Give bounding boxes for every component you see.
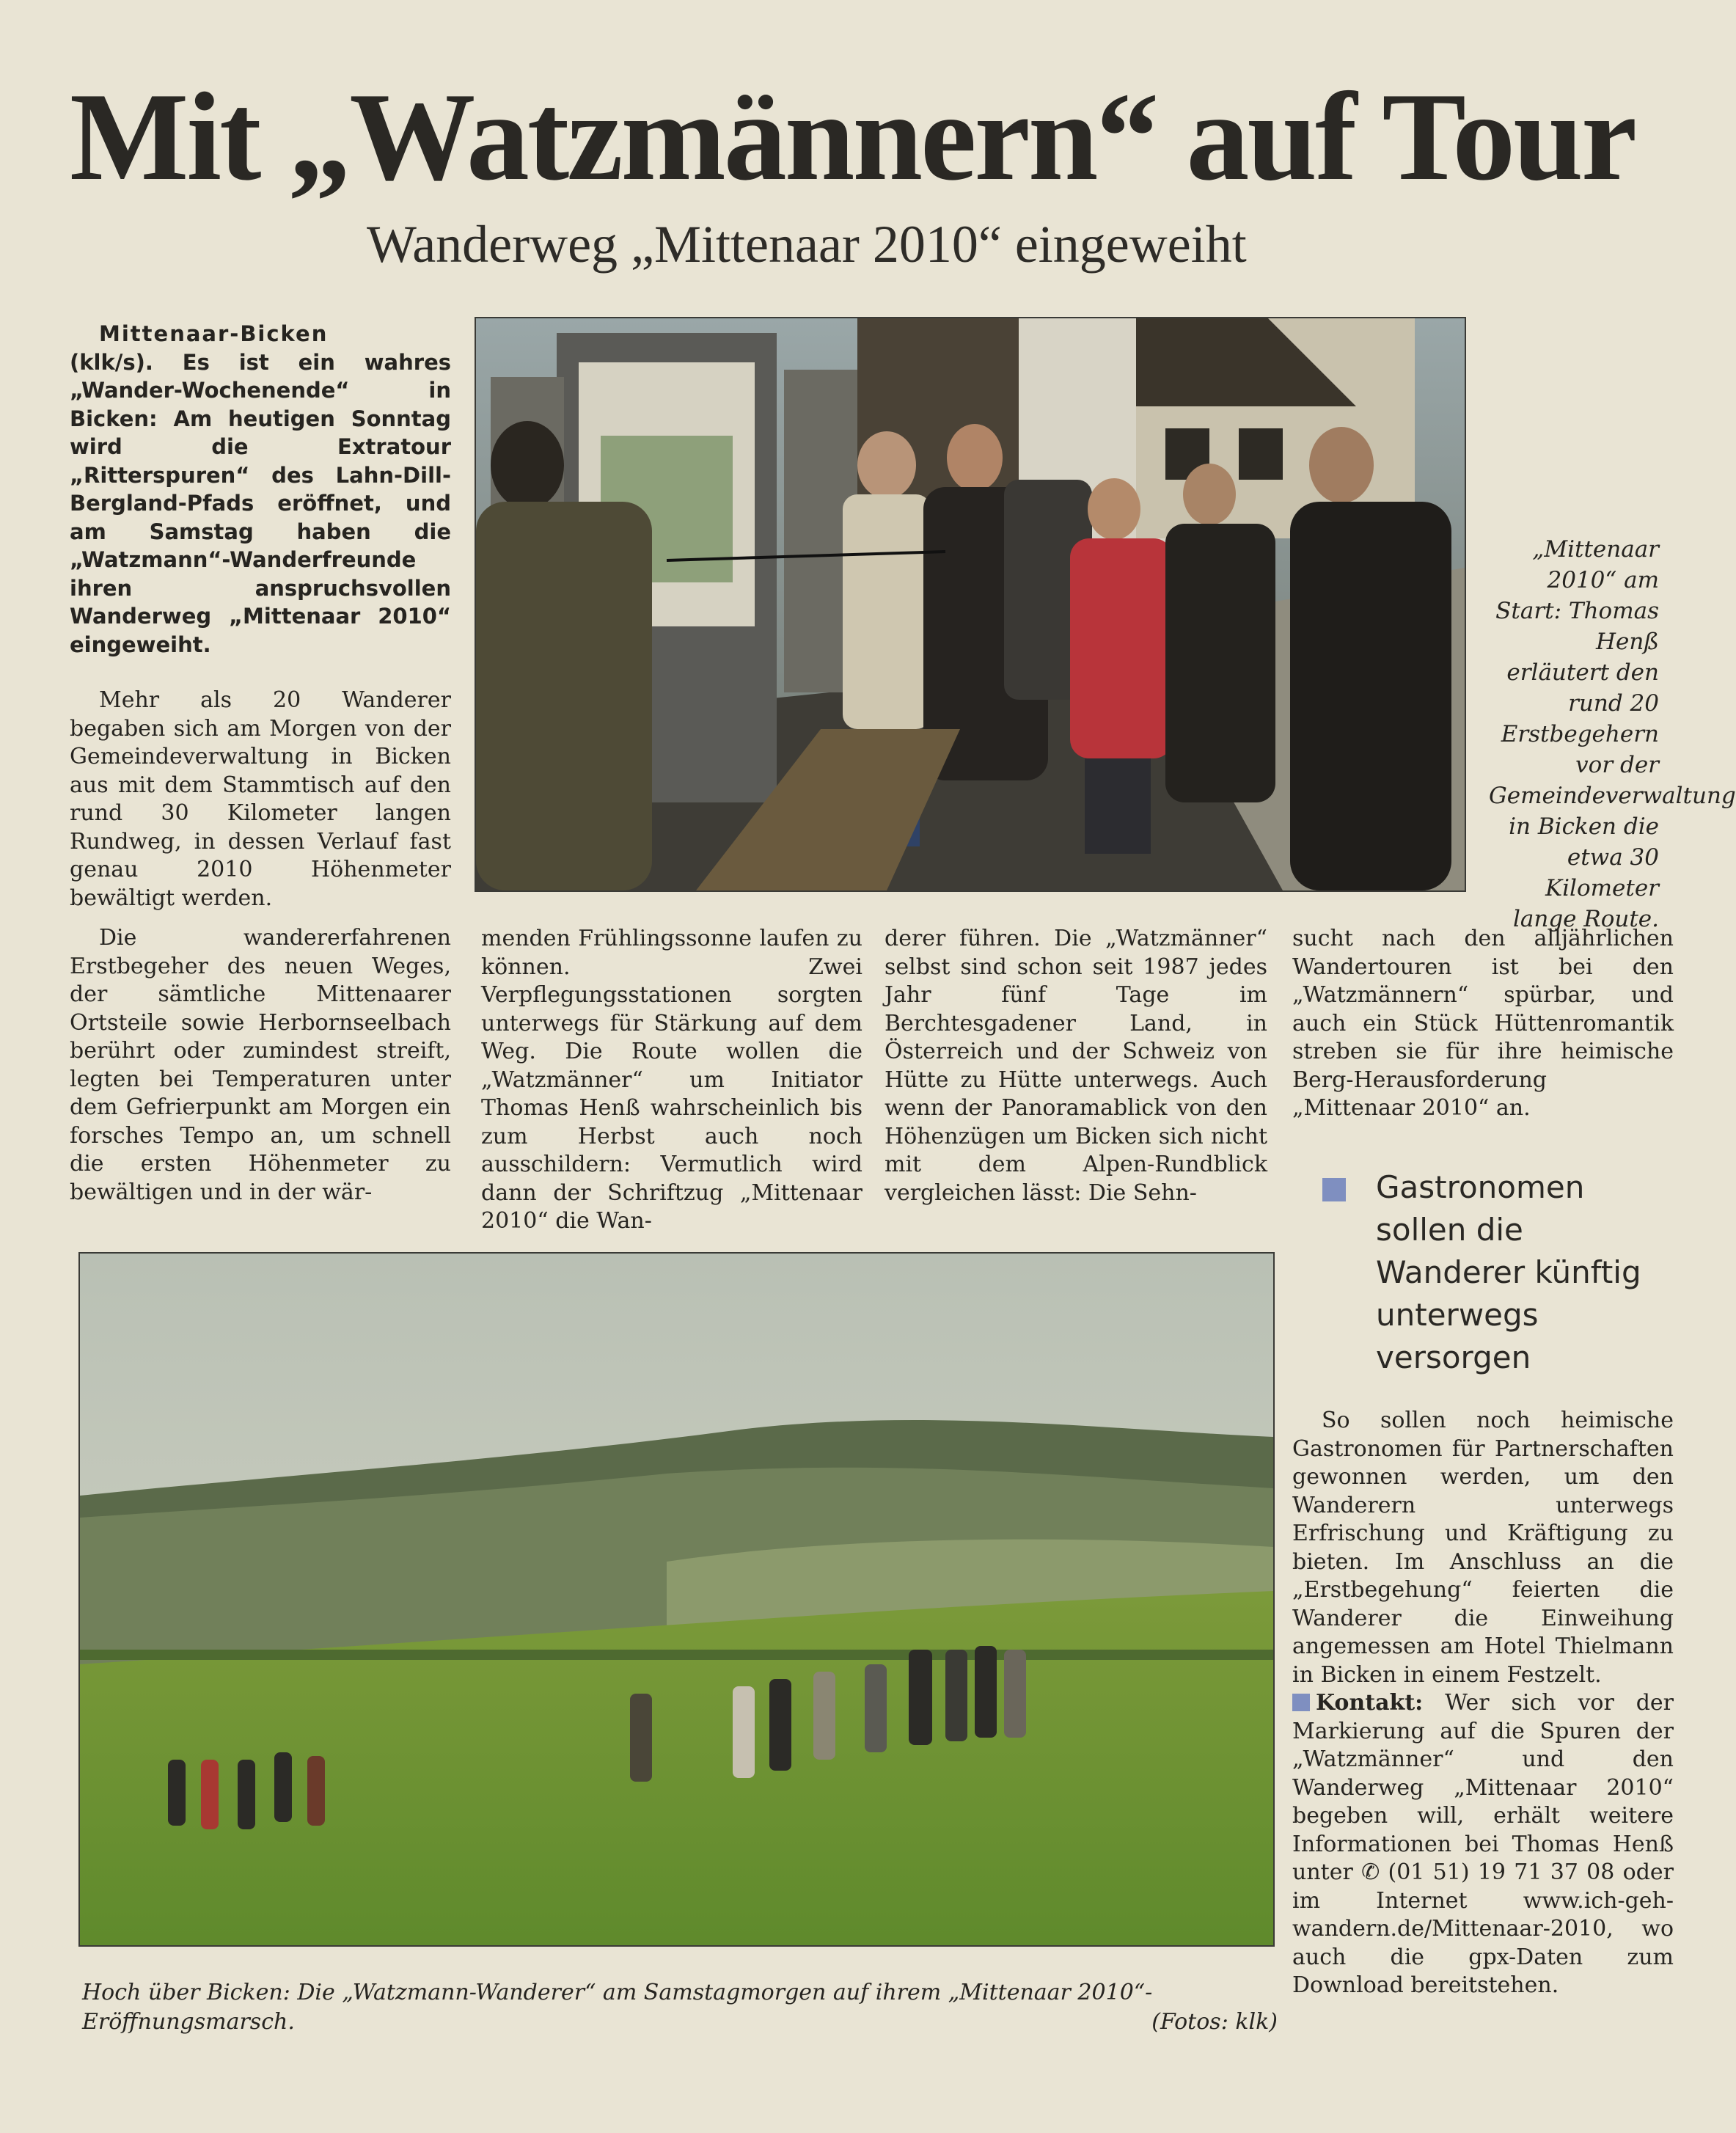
column-4-top bbox=[1292, 925, 1674, 1123]
bottom-caption-text: Hoch über Bicken: Die „Watzmann-Wanderer“ am Samstagmorgen auf ihrem „Mittenaar 2010“-Eröffnungsmarsch. bbox=[82, 1980, 1153, 2035]
paragraph-2d: sucht nach den alljährlichen Wandertouren ist bei den „Watzmännern“ spürbar, und auch ein Stück Hüttenromantik streben sie für ihre heimische Berg-Herausforderung „Mittenaar 2010“ an. bbox=[1292, 926, 1674, 1121]
column-3 bbox=[885, 925, 1267, 1207]
bottom-photo bbox=[78, 1252, 1275, 1947]
contact-text: Wer sich vor der Markierung auf die Spuren der „Watzmänner“ und den Wanderweg „Mittenaar 2010“ begeben will, erhält weitere Informationen bei Thomas Henß unter ✆ (01 51) 19 71 37 08 oder im Internet www.ich-geh-wandern.de/Mittenaar-2010, wo auch die gpx-Daten zum Download bereitstehen. bbox=[1292, 1690, 1674, 1998]
article-intro bbox=[70, 320, 451, 659]
contact-paragraph bbox=[1292, 1689, 1674, 2000]
photo-credit: (Fotos: klk) bbox=[1151, 2009, 1278, 2035]
top-photo-image bbox=[476, 318, 1465, 890]
paragraph-1: Mehr als 20 Wanderer begaben sich am Morgen von der Gemeindeverwaltung in Bicken aus mit dem Stammtisch auf den rund 30 Kilometer langen Rundweg, in dessen Verlauf fast genau 2010 Höhenmeter bewältigt werden. bbox=[70, 687, 451, 911]
paragraph-2b: menden Frühlingssonne laufen zu können. Zwei Verpflegungsstationen sorgten unterwegs für Stärkung auf dem Weg. Die Route wollen die „Watzmänner“ um Initiator Thomas Henß wahrscheinlich bis zum Herbst auch noch ausschildern: Vermutlich wird dann der Schriftzug „Mittenaar 2010“ die Wan- bbox=[481, 926, 862, 1234]
intro-text: (klk/s). Es ist ein wahres „Wander-Wochenende“ in Bicken: Am heutigen Sonntag wird die Extratour „Ritterspuren“ des Lahn-Dill-Bergland-Pfads eröffnet, und am Samstag haben die „Watzmann“-Wanderfreunde ihren anspruchsvollen Wanderweg „Mittenaar 2010“ eingeweiht. bbox=[70, 349, 451, 657]
bleed-through-left bbox=[51, 29, 66, 983]
dateline: Mittenaar-Bicken bbox=[99, 321, 329, 346]
section-bullet bbox=[1322, 1178, 1346, 1201]
section-heading: Gastronomen sollen die Wanderer künftig unterwegs versorgen bbox=[1376, 1169, 1641, 1375]
paragraph-2c: derer führen. Die „Watzmänner“ selbst sind schon seit 1987 jedes Jahr fünf Tage im Berchtesgadener Land, in Österreich und der Schweiz von Hütte zu Hütte unterwegs. Auch wenn der Panoramablick von den Höhenzügen um Bicken sich nicht mit dem Alpen-Rundblick vergleichen lässt: Die Sehn- bbox=[885, 926, 1267, 1206]
column-4-bottom bbox=[1292, 1407, 1674, 2000]
top-photo bbox=[475, 317, 1466, 892]
column-1 bbox=[70, 687, 451, 1207]
article-headline: Mit „Watzmännern“ auf Tour bbox=[70, 67, 1636, 207]
top-photo-caption: „Mittenaar 2010“ am Start: Thomas Henß erläutert den rund 20 Erstbegehern vor der Gemeindeverwaltung in Bicken die etwa 30 Kilometer lange Route. bbox=[1489, 536, 1736, 932]
contact-bullet bbox=[1292, 1694, 1310, 1711]
article-subheadline: Wanderweg „Mittenaar 2010“ eingeweiht bbox=[367, 215, 1247, 274]
paragraph-3: So sollen noch heimische Gastronomen für Partnerschaften gewonnen werden, um den Wanderern unterwegs Erfrischung und Kräftigung zu bieten. Im Anschluss an die „Erstbegehung“ feierten die Wanderer die Einweihung angemessen am Hotel Thielmann in Bicken in einem Festzelt. bbox=[1292, 1408, 1674, 1688]
paragraph-2a: Die wandererfahrenen Erstbegeher des neuen Weges, der sämtliche Mittenaarer Ortsteile sowie Herbornseelbach berührt oder zumindest streift, legten bei Temperaturen unter dem Gefrierpunkt am Morgen ein forsches Tempo an, um schnell die ersten Höhenmeter zu bewältigen und in der wär- bbox=[70, 925, 451, 1205]
bottom-photo-caption bbox=[82, 1978, 1278, 2037]
contact-label: Kontakt: bbox=[1316, 1690, 1424, 1716]
column-2 bbox=[481, 925, 862, 1236]
bottom-photo-image bbox=[80, 1254, 1273, 1945]
